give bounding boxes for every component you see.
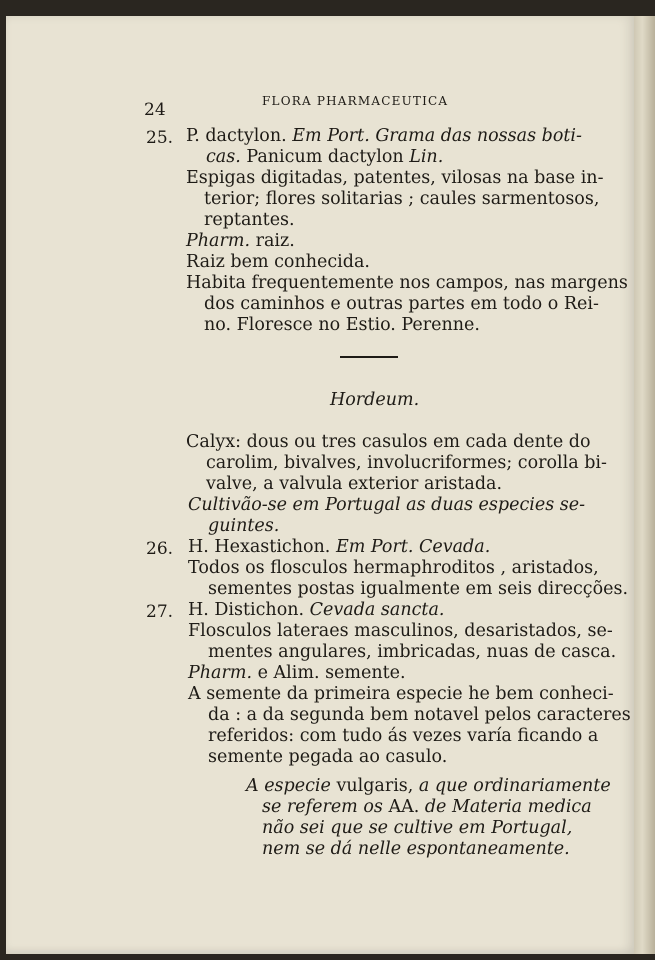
- note-text: a que ordinariamente: [418, 776, 611, 796]
- pharm-label: Pharm.: [186, 231, 251, 251]
- entry-27-line-6: da : a da segunda bem notavel pelos caracteres: [208, 705, 631, 725]
- pharm-label: Pharm.: [188, 663, 253, 683]
- entry-26-line-2: Todos os flosculos hermaphroditos , aristados,: [188, 558, 599, 578]
- entry-25-line-7: Raiz bem conhecida.: [186, 252, 370, 272]
- common-name: Cevada sancta.: [309, 600, 445, 620]
- note-text: AA.: [388, 797, 420, 817]
- species-name: H. Hexastichon.: [188, 537, 331, 557]
- entry-25-line-3: Espigas digitadas, patentes, vilosas na base in-: [186, 168, 604, 188]
- note-text: A especie: [246, 776, 331, 796]
- entry-26-line-1: [188, 537, 490, 558]
- pharm-value: raiz.: [255, 231, 295, 251]
- entry-25-line-1: [186, 126, 582, 147]
- entry-25-number: 25.: [146, 128, 174, 148]
- page-edge: [634, 16, 655, 954]
- entry-27-pharm: [188, 663, 406, 684]
- cultivation-line-2: guintes.: [208, 516, 280, 536]
- entry-27-line-2: Flosculos lateraes masculinos, desaristados, se-: [188, 621, 613, 641]
- running-title: FLORA PHARMACEUTICA: [262, 94, 449, 108]
- calyx-line-1: Calyx: dous ou tres casulos em cada dente do: [186, 432, 591, 452]
- common-name: Em Port. Cevada.: [335, 537, 491, 557]
- pharm-value: e Alim. semente.: [257, 663, 406, 683]
- genus-heading: Hordeum.: [330, 390, 420, 410]
- section-rule: [340, 356, 398, 358]
- entry-27-number: 27.: [146, 602, 174, 622]
- common-name-cont: cas.: [206, 147, 241, 167]
- species-name: H. Distichon.: [188, 600, 305, 620]
- calyx-line-2: carolim, bivalves, involucriformes; corolla bi-: [206, 453, 607, 473]
- page-number: 24: [144, 100, 166, 120]
- entry-27-line-3: mentes angulares, imbricadas, nuas de casca.: [208, 642, 617, 662]
- note-text: se referem os: [262, 797, 383, 817]
- entry-27-line-8: semente pegada ao casulo.: [208, 747, 448, 767]
- species-name: P. dactylon.: [186, 126, 287, 146]
- entry-26-number: 26.: [146, 539, 174, 559]
- entry-25-line-8: Habita frequentemente nos campos, nas margens: [186, 273, 628, 293]
- entry-27-line-5: A semente da primeira especie he bem conheci-: [188, 684, 614, 704]
- entry-26-line-3: sementes postas igualmente em seis direcções.: [208, 579, 629, 599]
- note-line-2: [262, 797, 592, 818]
- common-name: Em Port. Grama das nossas boti-: [292, 126, 582, 146]
- synonym: Panicum dactylon: [246, 147, 404, 167]
- entry-25-line-10: no. Floresce no Estio. Perenne.: [204, 315, 480, 335]
- entry-25-line-9: dos caminhos e outras partes em todo o Rei-: [204, 294, 599, 314]
- entry-25-line-4: terior; flores solitarias ; caules sarmentosos,: [204, 189, 600, 209]
- entry-25-line-2: [206, 147, 443, 168]
- entry-25-pharm: [186, 231, 295, 252]
- author: Lin.: [409, 147, 444, 167]
- note-line-3: não sei que se cultive em Portugal,: [262, 818, 573, 838]
- entry-27-line-7: referidos: com tudo ás vezes varía ficando a: [208, 726, 599, 746]
- note-text: de Materia medica: [424, 797, 592, 817]
- cultivation-line-1: Cultivão-se em Portugal as duas especies se-: [188, 495, 586, 515]
- note-line-4: nem se dá nelle espontaneamente.: [262, 839, 570, 859]
- note-line-1: [246, 776, 611, 797]
- entry-25-line-5: reptantes.: [204, 210, 295, 230]
- calyx-line-3: valve, a valvula exterior aristada.: [206, 474, 503, 494]
- entry-27-line-1: [188, 600, 444, 621]
- note-text: vulgaris,: [336, 776, 414, 796]
